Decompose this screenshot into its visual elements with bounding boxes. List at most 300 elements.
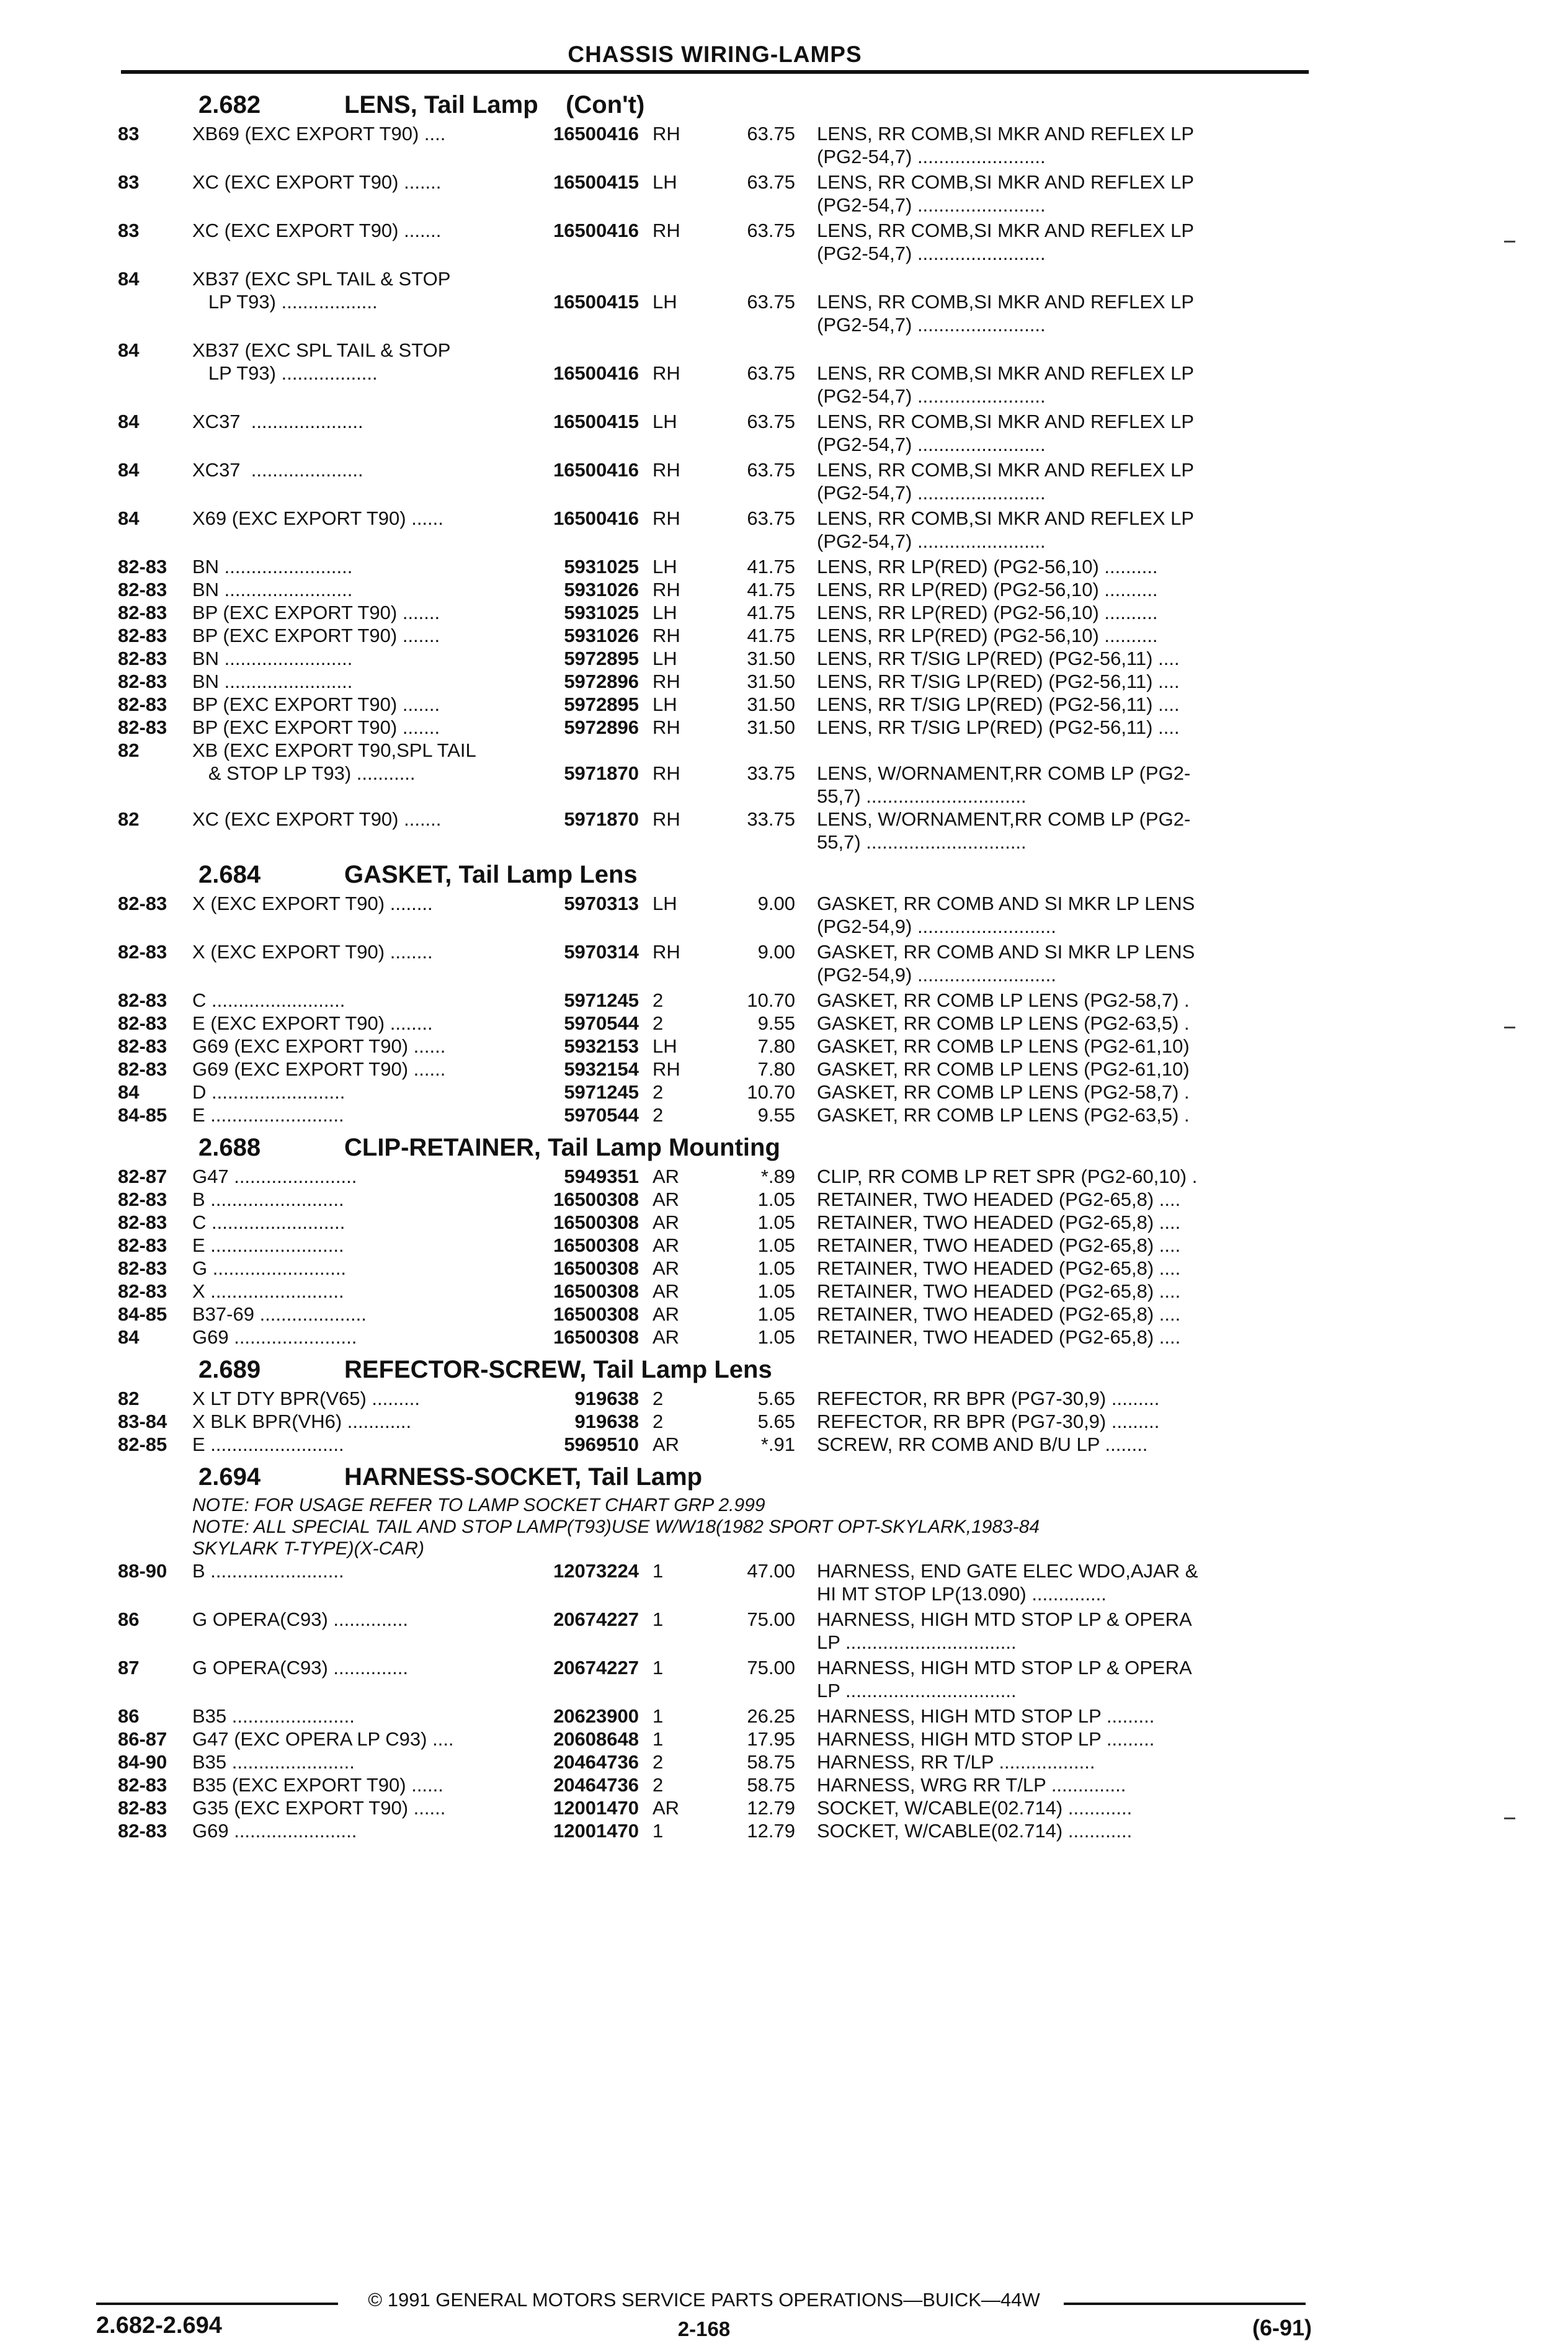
quantity: LH: [653, 693, 677, 715]
price: 10.70: [747, 989, 795, 1011]
section-2-688: [118, 1130, 1312, 1349]
table-row: [118, 507, 1312, 553]
model-year: 84: [118, 411, 140, 432]
table-row: [118, 1559, 1312, 1605]
price: 63.75: [747, 123, 795, 145]
price: 31.50: [747, 716, 795, 738]
quantity: RH: [653, 362, 680, 384]
quantity: AR: [653, 1303, 680, 1325]
part-name: SOCKET, W/CABLE(02.714) ............: [817, 1797, 1133, 1819]
price: 58.75: [747, 1751, 795, 1773]
table-row: [118, 1012, 1312, 1035]
table-row: [118, 1303, 1312, 1326]
usage-description: XC (EXC EXPORT T90) .......: [192, 808, 442, 830]
price: 41.75: [747, 579, 795, 600]
section-title: HARNESS-SOCKET, Tail Lamp: [344, 1463, 703, 1491]
part-name: GASKET, RR COMB LP LENS (PG2-58,7) .: [817, 989, 1190, 1011]
header-divider: [121, 70, 1309, 74]
price: 1.05: [757, 1211, 795, 1233]
usage-description: X (EXC EXPORT T90) ........: [192, 893, 433, 914]
part-number: 5972895: [564, 693, 639, 715]
parts-list: [118, 84, 1312, 1842]
model-year: 82-83: [118, 671, 167, 692]
quantity: 1: [653, 1608, 664, 1630]
part-number: 16500308: [553, 1326, 639, 1348]
part-number: 16500416: [553, 220, 639, 241]
usage-description: XC (EXC EXPORT T90) .......: [192, 220, 442, 241]
part-number: 16500416: [553, 459, 639, 481]
table-row: [118, 1705, 1312, 1728]
price: 5.65: [757, 1411, 795, 1432]
price: 33.75: [747, 762, 795, 784]
part-number: 5931026: [564, 625, 639, 646]
price: *.91: [760, 1434, 795, 1455]
table-row: [118, 267, 1312, 336]
table-row: [118, 647, 1312, 670]
price: 9.00: [757, 893, 795, 914]
note-text: NOTE: ALL SPECIAL TAIL AND STOP LAMP(T93)USE W/W18(1982 SPORT OPT-SKYLARK,1983-84 SKYLARK T-TYPE)(X-CAR): [192, 1517, 1040, 1559]
parts-table: [118, 892, 1312, 1126]
usage-description: BP (EXC EXPORT T90) .......: [192, 602, 440, 623]
part-name: RETAINER, TWO HEADED (PG2-65,8) ....: [817, 1280, 1181, 1302]
part-number: 20674227: [553, 1657, 639, 1679]
table-row: [118, 171, 1312, 216]
part-name: RETAINER, TWO HEADED (PG2-65,8) ....: [817, 1326, 1181, 1348]
section-number: 2.688: [198, 1134, 261, 1161]
model-year: 86: [118, 1705, 140, 1727]
price: 10.70: [747, 1081, 795, 1103]
usage-description: XC37 .....................: [192, 459, 363, 481]
table-row: [118, 1081, 1312, 1104]
quantity: 2: [653, 1104, 664, 1126]
part-number: 20608648: [553, 1728, 639, 1750]
section-2-684: [118, 857, 1312, 1126]
table-row: [118, 739, 1312, 808]
model-year: 87: [118, 1657, 140, 1679]
part-name: LENS, RR COMB,SI MKR AND REFLEX LP (PG2-54,7) ........................: [817, 507, 1195, 552]
table-row: [118, 1234, 1312, 1257]
part-number: 12001470: [553, 1797, 639, 1819]
part-name: LENS, RR COMB,SI MKR AND REFLEX LP (PG2-54,7) ........................: [817, 171, 1195, 216]
model-year: 84-90: [118, 1751, 167, 1773]
quantity: AR: [653, 1326, 680, 1348]
price: 63.75: [747, 220, 795, 241]
quantity: 2: [653, 1081, 664, 1103]
part-number: 16500308: [553, 1188, 639, 1210]
table-row: [118, 219, 1312, 265]
section-heading: [118, 857, 1312, 892]
usage-description: D .........................: [192, 1081, 345, 1103]
price: *.89: [760, 1166, 795, 1187]
usage-description: X .........................: [192, 1280, 344, 1302]
part-number: 5971245: [564, 1081, 639, 1103]
part-number: 5970544: [564, 1012, 639, 1034]
price: 1.05: [757, 1188, 795, 1210]
table-row: [118, 716, 1312, 739]
model-year: 83: [118, 123, 140, 145]
section-heading: [118, 1352, 1312, 1387]
table-row: [118, 1608, 1312, 1654]
part-name: RETAINER, TWO HEADED (PG2-65,8) ....: [817, 1188, 1181, 1210]
usage-description: BN ........................: [192, 648, 353, 669]
model-year: 82-83: [118, 602, 167, 623]
model-year: 82: [118, 1388, 140, 1409]
table-row: [118, 624, 1312, 647]
price: 63.75: [747, 411, 795, 432]
price: 31.50: [747, 648, 795, 669]
note-text: NOTE: FOR USAGE REFER TO LAMP SOCKET CHART GRP 2.999: [192, 1495, 765, 1515]
table-row: [118, 1035, 1312, 1058]
table-row: [118, 1257, 1312, 1280]
quantity: AR: [653, 1797, 680, 1819]
part-number: 16500308: [553, 1280, 639, 1302]
model-year: 84-85: [118, 1104, 167, 1126]
model-year: 84: [118, 1326, 140, 1348]
usage-description: G OPERA(C93) ..............: [192, 1657, 408, 1679]
part-number: 5971870: [564, 762, 639, 784]
part-number: 12001470: [553, 1820, 639, 1842]
usage-description: G47 (EXC OPERA LP C93) ....: [192, 1728, 454, 1750]
price: 31.50: [747, 671, 795, 692]
price: 75.00: [747, 1608, 795, 1630]
quantity: 2: [653, 1774, 664, 1796]
margin-mark: [1504, 1027, 1515, 1028]
section-2-694: [118, 1460, 1312, 1842]
table-row: [118, 1104, 1312, 1126]
quantity: RH: [653, 625, 680, 646]
part-number: 20464736: [553, 1751, 639, 1773]
section-title: LENS, Tail Lamp (Con't): [344, 91, 645, 118]
quantity: LH: [653, 1035, 677, 1057]
part-name: GASKET, RR COMB LP LENS (PG2-58,7) .: [817, 1081, 1190, 1103]
usage-description: BP (EXC EXPORT T90) .......: [192, 716, 440, 738]
usage-description: B35 (EXC EXPORT T90) ......: [192, 1774, 443, 1796]
quantity: RH: [653, 459, 680, 481]
table-row: [118, 940, 1312, 986]
part-number: 20674227: [553, 1608, 639, 1630]
quantity: AR: [653, 1211, 680, 1233]
price: 47.00: [747, 1560, 795, 1582]
price: 1.05: [757, 1303, 795, 1325]
price: 33.75: [747, 808, 795, 830]
price: 1.05: [757, 1257, 795, 1279]
usage-description: B .........................: [192, 1560, 344, 1582]
model-year: 88-90: [118, 1560, 167, 1582]
model-year: 83-84: [118, 1411, 167, 1432]
price: 9.55: [757, 1104, 795, 1126]
quantity: 1: [653, 1657, 664, 1679]
section-title: REFECTOR-SCREW, Tail Lamp Lens: [344, 1356, 772, 1383]
price: 9.55: [757, 1012, 795, 1034]
section-number: 2.682: [198, 91, 261, 118]
copyright-notice: © 1991 GENERAL MOTORS SERVICE PARTS OPERATIONS—BUICK—44W: [368, 2289, 1040, 2311]
part-number: 5949351: [564, 1166, 639, 1187]
part-name: HARNESS, WRG RR T/LP ..............: [817, 1774, 1126, 1796]
usage-description: XB69 (EXC EXPORT T90) ....: [192, 123, 446, 145]
usage-description: E .........................: [192, 1104, 344, 1126]
table-row: [118, 339, 1312, 408]
usage-description: B35 .......................: [192, 1705, 355, 1727]
price: 12.79: [747, 1797, 795, 1819]
table-row: [118, 601, 1312, 624]
model-year: 82: [118, 739, 140, 761]
model-year: 82-85: [118, 1434, 167, 1455]
part-name: LENS, RR LP(RED) (PG2-56,10) ..........: [817, 602, 1158, 623]
model-year: 82-83: [118, 556, 167, 577]
table-row: [118, 1773, 1312, 1796]
date-code: (6-91): [1252, 2315, 1312, 2340]
quantity: 2: [653, 1751, 664, 1773]
part-name: REFECTOR, RR BPR (PG7-30,9) .........: [817, 1411, 1160, 1432]
part-number: 16500308: [553, 1303, 639, 1325]
part-name: GASKET, RR COMB LP LENS (PG2-61,10): [817, 1058, 1190, 1080]
part-name: SOCKET, W/CABLE(02.714) ............: [817, 1820, 1133, 1842]
part-name: HARNESS, HIGH MTD STOP LP & OPERA LP ................................: [817, 1657, 1192, 1701]
part-name: LENS, RR LP(RED) (PG2-56,10) ..........: [817, 556, 1158, 577]
table-row: [118, 1410, 1312, 1433]
quantity: 2: [653, 1012, 664, 1034]
part-number: 16500308: [553, 1211, 639, 1233]
model-year: 84-85: [118, 1303, 167, 1325]
price: 26.25: [747, 1705, 795, 1727]
usage-description: XB37 (EXC SPL TAIL & STOP LP T93) ..................: [192, 339, 451, 384]
model-year: 82-83: [118, 1774, 167, 1796]
price: 31.50: [747, 693, 795, 715]
usage-description: B35 .......................: [192, 1751, 355, 1773]
table-row: [118, 892, 1312, 938]
table-row: [118, 1656, 1312, 1702]
quantity: RH: [653, 123, 680, 145]
usage-description: X BLK BPR(VH6) ............: [192, 1411, 412, 1432]
usage-description: BN ........................: [192, 579, 353, 600]
quantity: LH: [653, 602, 677, 623]
part-number: 5931026: [564, 579, 639, 600]
model-year: 82-83: [118, 893, 167, 914]
model-year: 84: [118, 268, 140, 290]
price: 63.75: [747, 291, 795, 313]
part-number: 919638: [574, 1411, 639, 1432]
usage-description: E (EXC EXPORT T90) ........: [192, 1012, 433, 1034]
part-name: RETAINER, TWO HEADED (PG2-65,8) ....: [817, 1257, 1181, 1279]
usage-description: BN ........................: [192, 671, 353, 692]
model-year: 86-87: [118, 1728, 167, 1750]
section-2-682: [118, 87, 1312, 854]
parts-table: [118, 1165, 1312, 1349]
table-row: [118, 1058, 1312, 1081]
model-year: 82-83: [118, 1257, 167, 1279]
page-number: 2-168: [677, 2317, 731, 2340]
part-name: HARNESS, HIGH MTD STOP LP .........: [817, 1728, 1155, 1750]
quantity: AR: [653, 1280, 680, 1302]
part-name: GASKET, RR COMB AND SI MKR LP LENS (PG2-54,9) ..........................: [817, 941, 1195, 986]
table-row: [118, 1728, 1312, 1750]
quantity: RH: [653, 808, 680, 830]
usage-description: G47 .......................: [192, 1166, 357, 1187]
part-number: 5970314: [564, 941, 639, 963]
price: 41.75: [747, 602, 795, 623]
section-number: 2.689: [198, 1356, 261, 1383]
part-name: HARNESS, RR T/LP ..................: [817, 1751, 1095, 1773]
table-row: [118, 1211, 1312, 1234]
section-heading: [118, 1130, 1312, 1165]
quantity: RH: [653, 507, 680, 529]
margin-mark: [1504, 1817, 1515, 1819]
part-name: RETAINER, TWO HEADED (PG2-65,8) ....: [817, 1303, 1181, 1325]
usage-description: XC37 .....................: [192, 411, 363, 432]
model-year: 82-83: [118, 941, 167, 963]
usage-description: G69 .......................: [192, 1820, 357, 1842]
part-name: RETAINER, TWO HEADED (PG2-65,8) ....: [817, 1234, 1181, 1256]
part-name: GASKET, RR COMB AND SI MKR LP LENS (PG2-54,9) ..........................: [817, 893, 1195, 937]
quantity: AR: [653, 1257, 680, 1279]
table-row: [118, 1819, 1312, 1842]
part-number: 5931025: [564, 602, 639, 623]
usage-description: BN ........................: [192, 556, 353, 577]
part-name: GASKET, RR COMB LP LENS (PG2-63,5) .: [817, 1012, 1190, 1034]
quantity: LH: [653, 291, 677, 313]
usage-description: E .........................: [192, 1434, 344, 1455]
part-number: 5932153: [564, 1035, 639, 1057]
model-year: 82-83: [118, 625, 167, 646]
price: 9.00: [757, 941, 795, 963]
model-year: 84: [118, 339, 140, 361]
part-number: 5971870: [564, 808, 639, 830]
table-row: [118, 1326, 1312, 1349]
quantity: RH: [653, 716, 680, 738]
quantity: AR: [653, 1166, 680, 1187]
part-number: 16500416: [553, 123, 639, 145]
part-number: 16500308: [553, 1234, 639, 1256]
model-year: 82-83: [118, 1058, 167, 1080]
section-title: GASKET, Tail Lamp Lens: [344, 861, 638, 888]
usage-description: G69 .......................: [192, 1326, 357, 1348]
part-number: 5972896: [564, 716, 639, 738]
model-year: 82-83: [118, 989, 167, 1011]
quantity: RH: [653, 220, 680, 241]
quantity: 1: [653, 1705, 664, 1727]
table-row: [118, 1188, 1312, 1211]
price: 63.75: [747, 171, 795, 193]
usage-description: XC (EXC EXPORT T90) .......: [192, 171, 442, 193]
model-year: 82-83: [118, 1820, 167, 1842]
model-year: 82-83: [118, 1188, 167, 1210]
table-row: [118, 458, 1312, 504]
usage-description: C .........................: [192, 1211, 345, 1233]
part-name: LENS, W/ORNAMENT,RR COMB LP (PG2- 55,7) ..............................: [817, 808, 1191, 853]
section-number: 2.684: [198, 861, 261, 888]
model-year: 82-83: [118, 579, 167, 600]
part-number: 5972896: [564, 671, 639, 692]
part-number: 5972895: [564, 648, 639, 669]
model-year: 82-83: [118, 1234, 167, 1256]
part-number: 20623900: [553, 1705, 639, 1727]
quantity: 1: [653, 1560, 664, 1582]
part-name: LENS, RR T/SIG LP(RED) (PG2-56,11) ....: [817, 648, 1180, 669]
table-row: [118, 1387, 1312, 1410]
quantity: LH: [653, 648, 677, 669]
price: 17.95: [747, 1728, 795, 1750]
usage-description: E .........................: [192, 1234, 344, 1256]
price: 75.00: [747, 1657, 795, 1679]
price: 7.80: [757, 1035, 795, 1057]
quantity: RH: [653, 941, 680, 963]
part-number: 20464736: [553, 1774, 639, 1796]
model-year: 84: [118, 459, 140, 481]
model-year: 82-83: [118, 693, 167, 715]
part-number: 5931025: [564, 556, 639, 577]
quantity: AR: [653, 1188, 680, 1210]
model-year: 82-83: [118, 1797, 167, 1819]
model-year: 84: [118, 507, 140, 529]
price: 1.05: [757, 1280, 795, 1302]
part-number: 5969510: [564, 1434, 639, 1455]
part-number: 16500308: [553, 1257, 639, 1279]
model-year: 82: [118, 808, 140, 830]
parts-table: [118, 1559, 1312, 1842]
part-number: 16500415: [553, 291, 639, 313]
model-year: 82-83: [118, 648, 167, 669]
part-number: 16500416: [553, 362, 639, 384]
price: 7.80: [757, 1058, 795, 1080]
usage-description: C .........................: [192, 989, 345, 1011]
usage-description: G69 (EXC EXPORT T90) ......: [192, 1035, 446, 1057]
quantity: RH: [653, 579, 680, 600]
quantity: RH: [653, 762, 680, 784]
part-name: LENS, W/ORNAMENT,RR COMB LP (PG2- 55,7) ..............................: [817, 762, 1191, 807]
quantity: 2: [653, 1388, 664, 1409]
price: 63.75: [747, 459, 795, 481]
margin-mark: [1504, 241, 1515, 243]
part-number: 16500415: [553, 171, 639, 193]
part-number: 16500415: [553, 411, 639, 432]
part-name: REFECTOR, RR BPR (PG7-30,9) .........: [817, 1388, 1160, 1409]
model-year: 84: [118, 1081, 140, 1103]
part-name: LENS, RR COMB,SI MKR AND REFLEX LP (PG2-54,7) ........................: [817, 220, 1195, 264]
part-name: SCREW, RR COMB AND B/U LP ........: [817, 1434, 1148, 1455]
section-2-689: [118, 1352, 1312, 1456]
part-name: LENS, RR COMB,SI MKR AND REFLEX LP (PG2-54,7) ........................: [817, 411, 1195, 455]
usage-description: BP (EXC EXPORT T90) .......: [192, 693, 440, 715]
part-name: LENS, RR COMB,SI MKR AND REFLEX LP (PG2-54,7) ........................: [817, 291, 1195, 336]
part-name: LENS, RR LP(RED) (PG2-56,10) ..........: [817, 579, 1158, 600]
model-year: 83: [118, 220, 140, 241]
part-number: 5970544: [564, 1104, 639, 1126]
part-name: LENS, RR T/SIG LP(RED) (PG2-56,11) ....: [817, 693, 1180, 715]
price: 1.05: [757, 1234, 795, 1256]
part-number: 919638: [574, 1388, 639, 1409]
section-heading: [118, 1460, 1312, 1494]
usage-description: G .........................: [192, 1257, 347, 1279]
quantity: 2: [653, 1411, 664, 1432]
part-name: LENS, RR LP(RED) (PG2-56,10) ..........: [817, 625, 1158, 646]
price: 41.75: [747, 625, 795, 646]
part-name: LENS, RR COMB,SI MKR AND REFLEX LP (PG2-54,7) ........................: [817, 362, 1195, 407]
quantity: AR: [653, 1234, 680, 1256]
part-name: HARNESS, HIGH MTD STOP LP & OPERA LP ................................: [817, 1608, 1192, 1653]
usage-description: X (EXC EXPORT T90) ........: [192, 941, 433, 963]
price: 63.75: [747, 507, 795, 529]
quantity: LH: [653, 893, 677, 914]
quantity: 1: [653, 1728, 664, 1750]
table-row: [118, 808, 1312, 854]
table-row: [118, 1796, 1312, 1819]
price: 41.75: [747, 556, 795, 577]
part-number: 5932154: [564, 1058, 639, 1080]
part-name: LENS, RR COMB,SI MKR AND REFLEX LP (PG2-54,7) ........................: [817, 459, 1195, 504]
usage-description: XB (EXC EXPORT T90,SPL TAIL & STOP LP T93) ...........: [192, 739, 476, 784]
usage-description: B .........................: [192, 1188, 344, 1210]
table-row: [118, 670, 1312, 693]
